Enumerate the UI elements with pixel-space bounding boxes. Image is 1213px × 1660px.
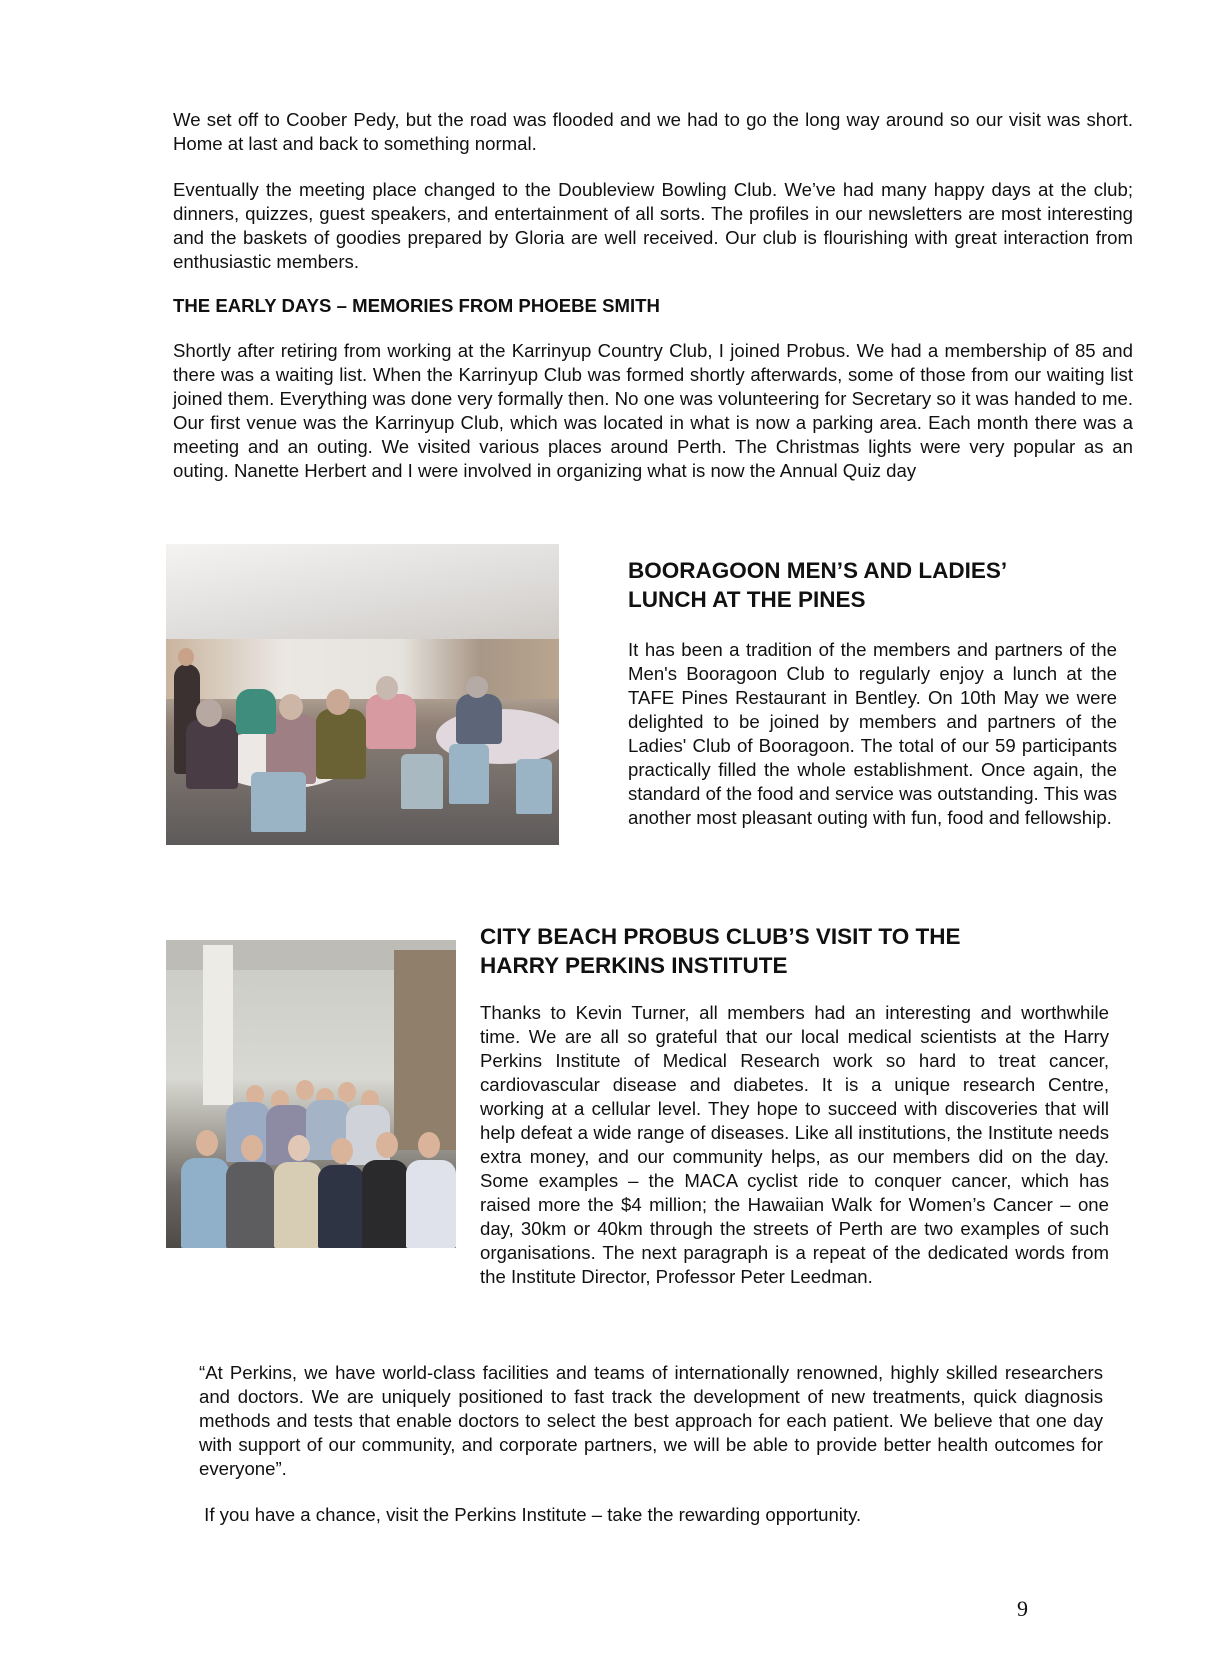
city-beach-paragraph: Thanks to Kevin Turner, all members had an interesting and worthwhile time. We are all so grateful that our local medical scientists at the Harry Perkins Institute of Medical Research work so hard to treat cancer, cardiovascular disease and diabetes. It is a unique research Centre, working at a cellular level. They hope to succeed with discoveries that will help defeat a wide range of diseases. Like all institutions, the Institute needs extra money, and our community helps, as our members did on the day. Some examples – the MACA cyclist ride to conquer cancer, which has raised more the $4 million; the Hawaiian Walk for Women’s Cancer – one day, 30km or 40km through the streets of Perth are two examples of such organisations. The next paragraph is a repeat of the dedicated words from the Institute Director, Professor Peter Leedman. — [480, 1002, 1109, 1287]
intro-paragraph-2: Eventually the meeting place changed to the Doubleview Bowling Club. We’ve had many happy days at the club; dinners, quizzes, guest speakers, and entertainment of all sorts. The profiles in our newsletters are most interesting and the baskets of goodies prepared by Gloria are well received. Our club is flourishing with great interaction from enthusiastic members. — [173, 179, 1133, 272]
early-days-heading: THE EARLY DAYS – MEMORIES FROM PHOEBE SMITH — [173, 295, 660, 316]
intro-paragraph-1: We set off to Coober Pedy, but the road was flooded and we had to go the long way around so our visit was short. Home at last and back to something normal. — [173, 109, 1133, 154]
banquet-lunch-photo — [166, 544, 559, 845]
city-beach-heading-line-2: HARRY PERKINS INSTITUTE — [480, 953, 788, 978]
closing-line: If you have a chance, visit the Perkins Institute – take the rewarding opportunity. — [199, 1504, 862, 1525]
director-quote: “At Perkins, we have world-class facilities and teams of internationally renowned, highly skilled researchers and doctors. We are uniquely positioned to fast track the development of new treatments, quick diagnosis methods and tests that enable doctors to select the best approach for each patient. We believe that one day with support of our community, and corporate partners, we will be able to provide better health outcomes for everyone”. — [199, 1362, 1103, 1479]
city-beach-heading-line-1: CITY BEACH PROBUS CLUB’S VISIT TO THE — [480, 924, 961, 949]
booragoon-heading — [628, 556, 1007, 614]
booragoon-heading-line-2: LUNCH AT THE PINES — [628, 587, 866, 612]
early-days-paragraph: Shortly after retiring from working at the Karrinyup Country Club, I joined Probus. We had a membership of 85 and there was a waiting list. When the Karrinyup Club was formed shortly afterwards, some of those from our waiting list joined them. Everything was done very formally then. No one was volunteering for Secretary so it was handed to me. Our first venue was the Karrinyup Club, which was located in what is now a parking area. Each month there was a meeting and an outing. We visited various places around Perth. The Christmas lights were very popular as an outing. Nanette Herbert and I were involved in organizing what is now the Annual Quiz day — [173, 340, 1133, 481]
group-visit-photo — [166, 940, 456, 1248]
page-number: 9 — [1017, 1596, 1028, 1621]
booragoon-heading-line-1: BOORAGOON MEN’S AND LADIES’ — [628, 558, 1008, 583]
city-beach-heading — [480, 922, 960, 980]
booragoon-paragraph: It has been a tradition of the members and partners of the Men's Booragoon Club to regularly enjoy a lunch at the TAFE Pines Restaurant in Bentley. On 10th May we were delighted to be joined by members and partners of the Ladies' Club of Booragoon. The total of our 59 participants practically filled the whole establishment. Once again, the standard of the food and service was outstanding. This was another most pleasant outing with fun, food and fellowship. — [628, 639, 1117, 828]
